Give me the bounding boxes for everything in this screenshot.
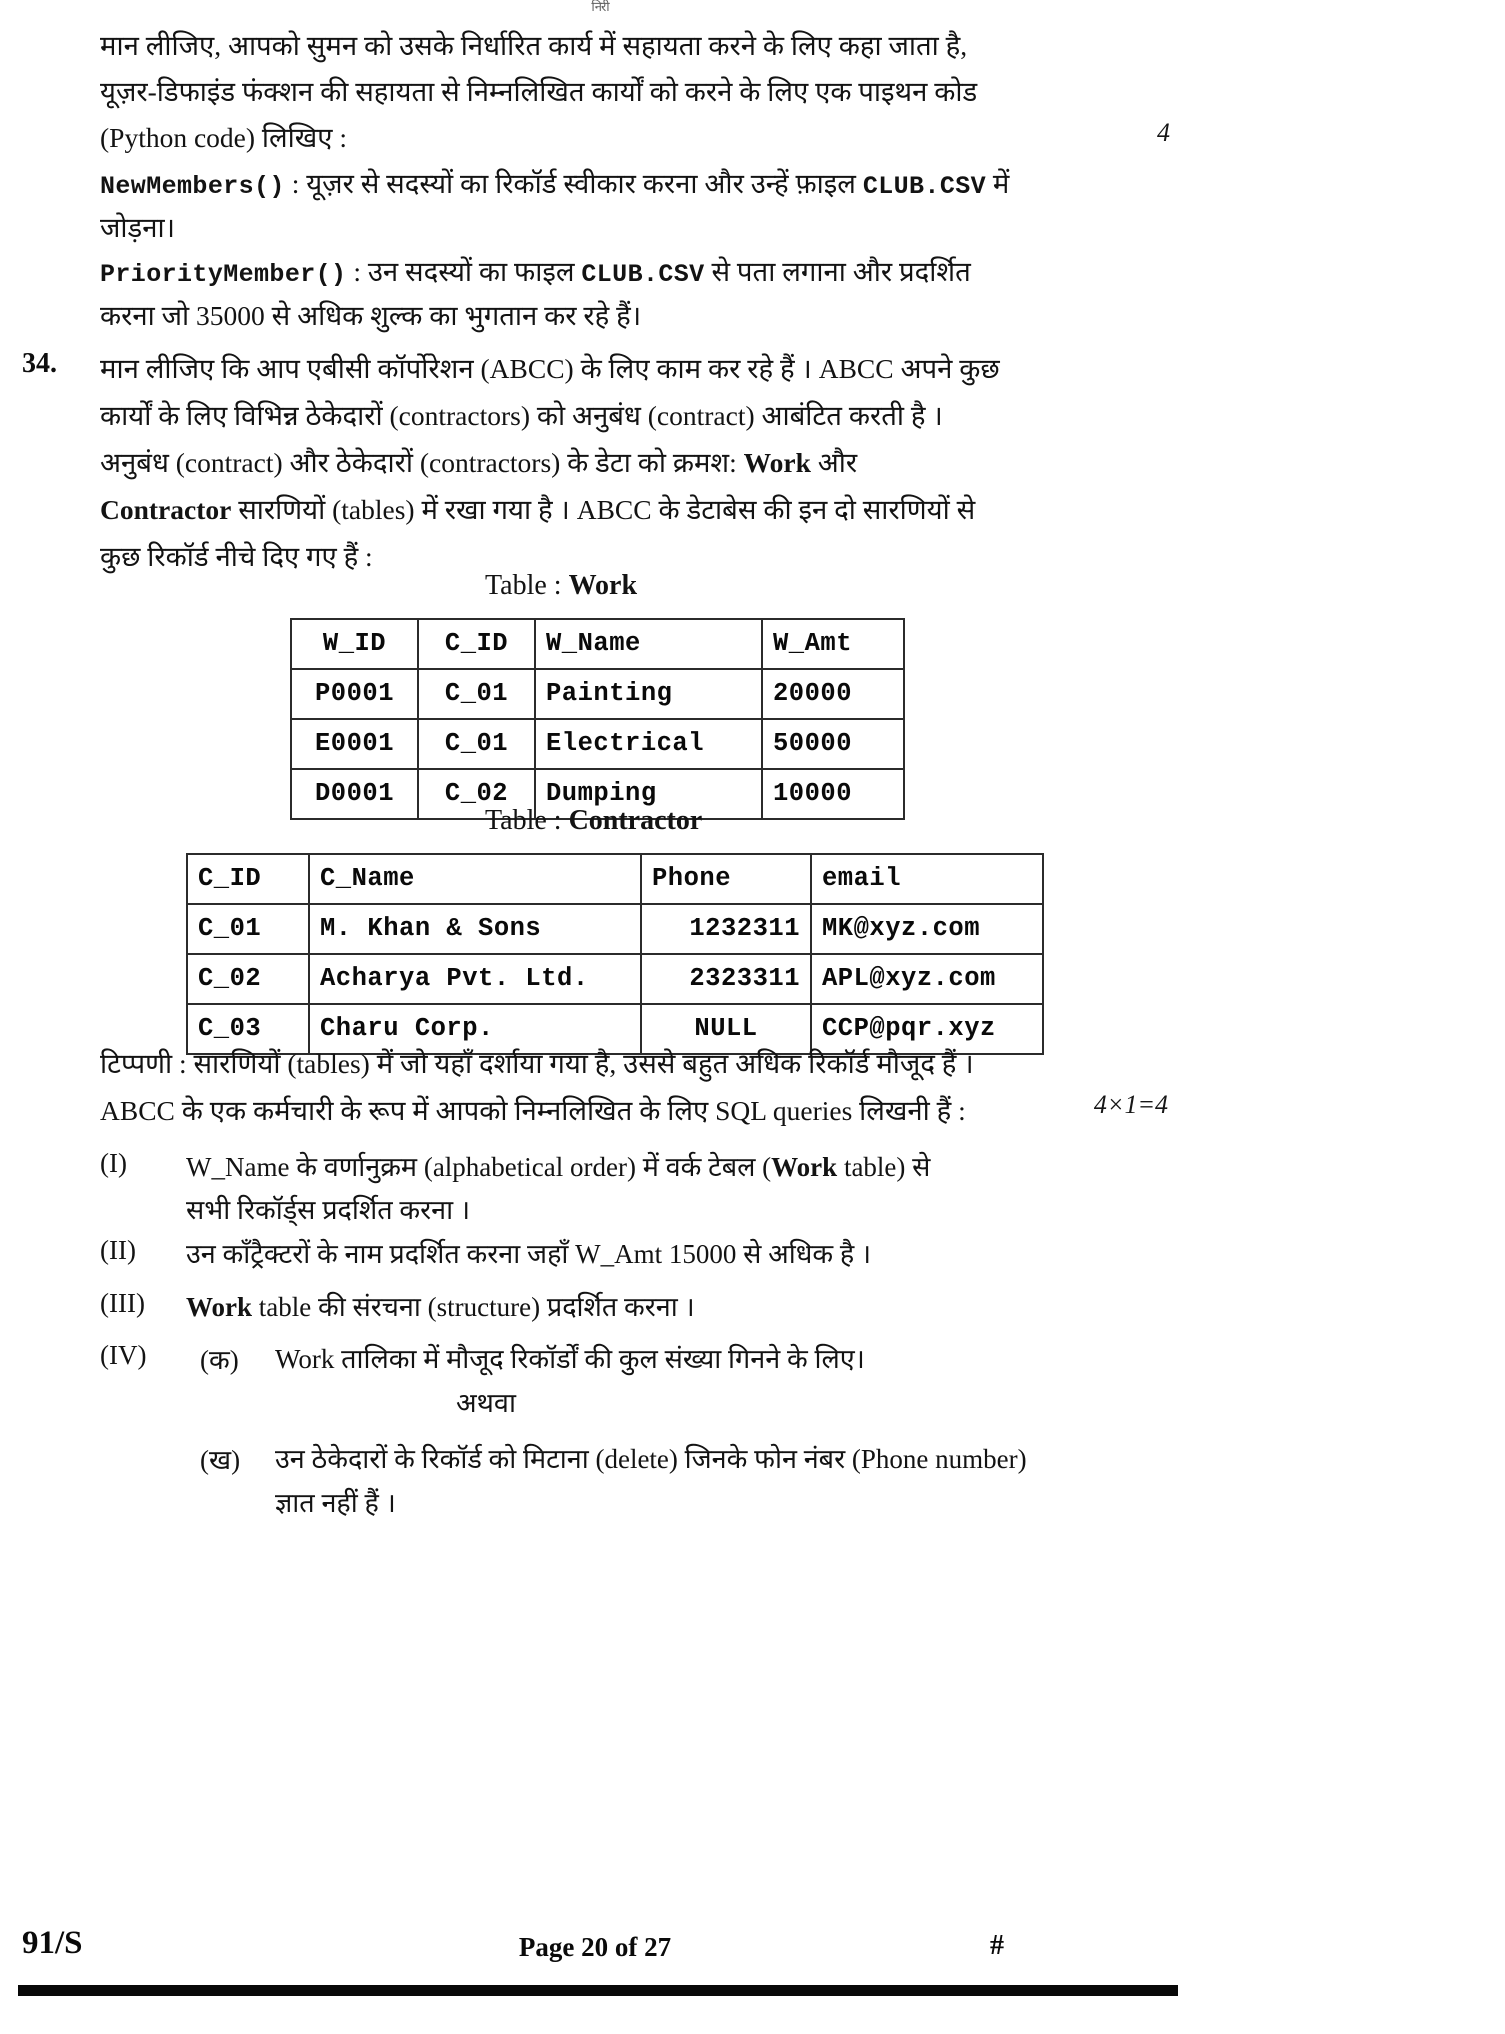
contractor-caption-prefix: Table : <box>485 805 569 836</box>
contractor-cell-phone: 2323311 <box>641 954 811 1004</box>
contractor-cell-email: MK@xyz.com <box>811 904 1043 954</box>
contractor-header-email: email <box>811 854 1043 904</box>
note-line-1: टिप्पणी : सारणियों (tables) में जो यहाँ दर्शाया गया है, उससे बहुत अधिक रिकॉर्ड मौजूद हैं । <box>100 1048 974 1079</box>
sub-question-label-iii: (III) <box>100 1288 145 1318</box>
q34-line-3 <box>100 439 1170 486</box>
contractor-header-phone: Phone <box>641 854 811 904</box>
sub-q-iii-work-ref: Work <box>186 1292 253 1322</box>
q34-line-5: कुछ रिकॉर्ड नीचे दिए गए हैं : <box>100 541 373 572</box>
work-cell-w-id: D0001 <box>291 769 418 819</box>
contractor-cell-c-name: M. Khan & Sons <box>309 904 641 954</box>
sub-question-label-iv: (IV) <box>100 1340 147 1370</box>
q34-work-ref: Work <box>743 447 811 478</box>
contractor-table <box>186 853 1044 1055</box>
work-cell-w-name: Electrical <box>535 719 762 769</box>
work-caption-name: Work <box>568 570 638 601</box>
q34-line-3-b: और <box>810 447 858 478</box>
function-newmembers-tail: में <box>986 168 1010 199</box>
sub-q-i-text-b: table) से <box>837 1152 931 1182</box>
work-cell-w-name: Painting <box>535 669 762 719</box>
function-newmembers-line-2: जोड़ना। <box>100 212 176 243</box>
work-cell-w-amt: 20000 <box>762 669 904 719</box>
contractor-cell-c-name: Charu Corp. <box>309 1004 641 1054</box>
sub-question-iii-text <box>186 1285 1176 1329</box>
or-divider: अथवा <box>456 1388 516 1418</box>
contractor-cell-c-id: C_02 <box>187 954 309 1004</box>
csv-file-ref-1: CLUB.CSV <box>862 172 987 201</box>
function-prioritymember-line-2: करना जो 35000 से अधिक शुल्क का भुगतान कर रहे हैं। <box>100 300 642 331</box>
work-cell-w-id: P0001 <box>291 669 418 719</box>
contractor-header-c-name: C_Name <box>309 854 641 904</box>
sub-question-label-ii: (II) <box>100 1235 136 1265</box>
contractor-cell-email: CCP@pqr.xyz <box>811 1004 1043 1054</box>
intro-line-2: यूज़र-डिफाइंड फंक्शन की सहायता से निम्नलिखित कार्यों को करने के लिए एक पाइथन कोड <box>100 76 978 107</box>
work-table-caption <box>485 570 637 602</box>
function-prioritymember-line <box>100 248 1170 298</box>
marks-intro: 4 <box>1157 118 1170 147</box>
q34-line-4 <box>100 486 1170 533</box>
function-prioritymember-text: : उन सदस्यों का फाइल <box>346 256 582 287</box>
q34-line-4-text: सारणियों (tables) में रखा गया है । ABCC के डेटाबेस की इन दो सारणियों से <box>231 494 976 525</box>
sub-question-ii-text: उन काँट्रैक्टरों के नाम प्रदर्शित करना जहाँ W_Amt 15000 से अधिक है । <box>186 1239 872 1269</box>
table-row <box>291 719 904 769</box>
work-table-header-row <box>291 619 904 669</box>
note-line-2: ABCC के एक कर्मचारी के रूप में आपको निम्नलिखित के लिए SQL queries लिखनी हैं : <box>100 1095 966 1126</box>
work-caption-prefix: Table : <box>485 570 569 601</box>
contractor-cell-phone: NULL <box>641 1004 811 1054</box>
end-mark: # <box>990 1930 1004 1961</box>
table-row <box>291 669 904 719</box>
q34-line-2: कार्यों के लिए विभिन्न ठेकेदारों (contractors) को अनुबंध (contract) आबंटित करती है । <box>100 400 943 431</box>
contractor-cell-email: APL@xyz.com <box>811 954 1043 1004</box>
function-newmembers-line <box>100 160 1170 210</box>
contractor-table-caption <box>485 805 702 837</box>
question-number-34: 34. <box>22 348 57 379</box>
option-label-a: (क) <box>200 1345 239 1375</box>
contractor-cell-c-id: C_03 <box>187 1004 309 1054</box>
sub-q-i-text-a: W_Name के वर्णानुक्रम (alphabetical order) में वर्क टेबल ( <box>186 1152 772 1182</box>
contractor-caption-name: Contractor <box>568 805 703 836</box>
paper-code: 91/S <box>22 1925 83 1961</box>
option-b-line-2: ज्ञात नहीं हैं । <box>275 1488 396 1518</box>
scan-artifact-top: निरी <box>591 0 609 14</box>
marks-q34: 4×1=4 <box>1093 1090 1168 1119</box>
work-cell-w-name: Dumping <box>535 769 762 819</box>
scan-margin-right <box>1190 0 1505 2034</box>
table-row <box>187 954 1043 1004</box>
option-a-text: Work तालिका में मौजूद रिकॉर्डों की कुल संख्या गिनने के लिए। <box>275 1344 865 1374</box>
work-cell-c-id: C_02 <box>418 769 535 819</box>
intro-line-1: मान लीजिए, आपको सुमन को उसके निर्धारित कार्य में सहायता करने के लिए कहा जाता है, <box>100 30 968 61</box>
work-cell-w-id: E0001 <box>291 719 418 769</box>
work-header-c-id: C_ID <box>418 619 535 669</box>
function-name-newmembers: NewMembers() <box>100 172 285 201</box>
sub-q-iii-text-b: table की संरचना (structure) प्रदर्शित करना । <box>252 1292 695 1322</box>
sub-question-i-line-2: सभी रिकॉर्ड्स प्रदर्शित करना । <box>186 1195 471 1225</box>
csv-file-ref-2: CLUB.CSV <box>581 260 705 289</box>
contractor-header-c-id: C_ID <box>187 854 309 904</box>
function-newmembers-text: : यूज़र से सदस्यों का रिकॉर्ड स्वीकार करना और उन्हें फ़ाइल <box>284 168 863 199</box>
sub-question-i-line-1 <box>186 1145 1176 1189</box>
contractor-cell-c-name: Acharya Pvt. Ltd. <box>309 954 641 1004</box>
footer-divider-rule <box>18 1985 1178 1996</box>
contractor-table-header-row <box>187 854 1043 904</box>
option-b-line-1: उन ठेकेदारों के रिकॉर्ड को मिटाना (delete) जिनके फोन नंबर (Phone number) <box>275 1444 1027 1474</box>
work-table <box>290 618 905 820</box>
work-cell-w-amt: 50000 <box>762 719 904 769</box>
work-cell-c-id: C_01 <box>418 669 535 719</box>
work-header-w-amt: W_Amt <box>762 619 904 669</box>
sub-q-i-work-ref: Work <box>771 1152 838 1182</box>
work-header-w-id: W_ID <box>291 619 418 669</box>
q34-line-1: मान लीजिए कि आप एबीसी कॉर्पोरेशन (ABCC) के लिए काम कर रहे हैं । ABCC अपने कुछ <box>100 353 1000 384</box>
option-label-b: (ख) <box>200 1445 241 1475</box>
function-name-prioritymember: PriorityMember() <box>100 260 347 289</box>
page-number-label: Page 20 of 27 <box>518 1932 672 1962</box>
work-cell-w-amt: 10000 <box>762 769 904 819</box>
contractor-cell-phone: 1232311 <box>641 904 811 954</box>
sub-question-label-i: (I) <box>100 1148 127 1178</box>
q34-line-3-a: अनुबंध (contract) और ठेकेदारों (contractors) के डेटा को क्रमश: <box>100 447 744 478</box>
work-header-w-name: W_Name <box>535 619 762 669</box>
function-prioritymember-tail: से पता लगाना और प्रदर्शित <box>704 256 971 287</box>
contractor-cell-c-id: C_01 <box>187 904 309 954</box>
work-cell-c-id: C_01 <box>418 719 535 769</box>
q34-contractor-ref: Contractor <box>100 494 232 525</box>
table-row <box>187 904 1043 954</box>
intro-line-3: (Python code) लिखिए : <box>100 122 348 153</box>
